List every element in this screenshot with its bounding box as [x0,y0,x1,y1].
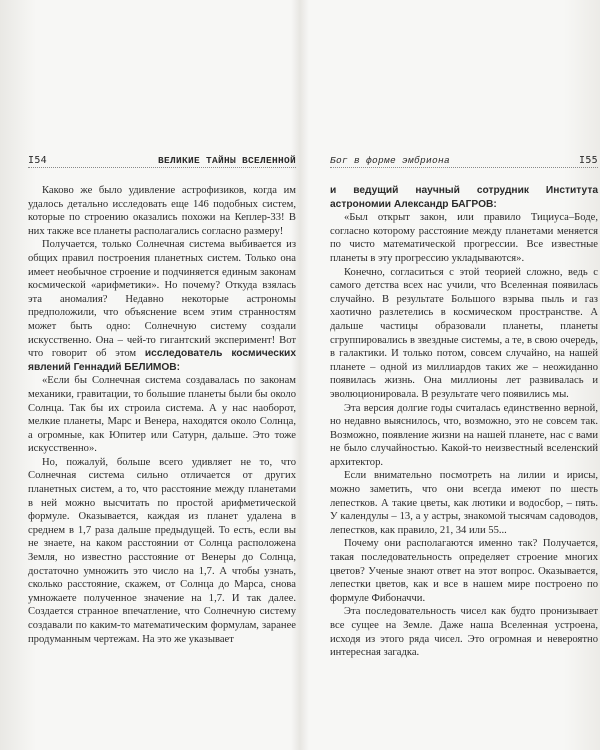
running-title: Бог в форме эмбриона [330,155,451,166]
quote: «Был открыт закон, или правило Тициуса–Боде, согласно которому расстояние между планетами меняется по чисто математической прогрессии. Все известные планеты в эту прогрессию укладываются». [330,212,598,264]
bold-intro: исследователь космических явлений Геннадий БЕЛИМОВ: [28,348,296,373]
right-page-body [330,184,598,660]
page-number: I55 [579,155,598,166]
paragraph: Если внимательно посмотреть на лилии и ирисы, можно заметить, что они всегда имеют по шесть лепестков. А такие цветы, как лютики и водосбор, – пять. У календулы – 13, а у астры, знакомой тысячам садоводов, лепестков, как правило, 21, 34 или 55... [330,470,598,536]
paragraph: Эта последовательность чисел как будто пронизывает все сущее на Земле. Даже наша Вселенная устроена, исходя из этого ряда чисел. Это огромная и невероятно интересная загадка. [330,606,598,659]
paragraph: Конечно, согласиться с этой теорией сложно, ведь с самого детства всех нас учили, что Вселенная появилась случайно. В результате Большого взрыва пыль и газ хаотично разлетелись в космическом пространстве. А дальше частицы образовали планеты, планеты сгруппировались в звездные системы, а те, в свою очередь, в галактики. И только потом, совсем случайно, на нашей планете – одной из миллиардов таких же – неожиданно появилась жизнь. Она миллионы лет развивалась и эволюционировала. В результате чего появились мы. [330,266,598,400]
right-page [330,155,598,660]
bold-intro: и ведущий научный сотрудник Института астрономии Александр БАГРОВ: [330,185,598,210]
paragraph-text: Получается, только Солнечная система выбивается из общих правил построения планетных систем. Только она имеет необычное строение и подчиняется единым законам космической «арифметики». Но почему? Откуда взялась эта аномалия? Недавно некоторые астрономы предположили, что объяснение всем этим странностям может быть одно: Солнечную систему создали искусственно. Она – чей-то гигантский эксперимент! Вот что говорит об этом [28,239,296,360]
quote: «Если бы Солнечная система создавалась по законам механики, гравитации, то большие планеты были бы около Солнца. Так бы их строила система. А у нас наоборот, мелкие планеты, Марс и Венера, находятся около Солнца, а огромные, как Юпитер или Сатурн, дальше. Это тоже искусственно». [28,375,296,455]
paragraph: Почему они располагаются именно так? Получается, такая последовательность определяет строение многих цветов? Ученые знают ответ на этот вопрос. Оказывается, лепестки цветов, как и все в нашем мире построено по формуле Фибоначчи. [330,538,598,604]
left-page-body [28,184,296,646]
paragraph: Каково же было удивление астрофизиков, когда им удалось детально исследовать еще 146 подобных систем, которые по строению оказались похожи на Кеплер-33! В них также все планеты располагались согласно размеру! [28,185,296,237]
left-page-header [28,155,296,168]
paragraph: Но, пожалуй, больше всего удивляет не то, что Солнечная система сильно отличается от других планетных систем, а то, что расстояние между планетами в ней можно высчитать по простой арифметической формуле. Оказывается, каждая из планет удалена в среднем в 1,7 раза дальше предыдущей. То есть, если вы не знаете, на каком расстоянии от Солнца расположена Земля, но известно расстояние от Венеры до Солнца, достаточно умножить это число на 1,7. А чтобы узнать, сколько расстояние, скажем, от Солнца до Марса, снова умножаете полученное значение на 1,7. И так далее. Создается странное впечатление, что Солнечную систему создавали по каким-то математическим формулам, заранее продуманным чертежам. На это же указывает [28,456,296,645]
paragraph: Эта версия долгие годы считалась единственно верной, но недавно выяснилось, что, возможно, это не совсем так. Возможно, появление жизни на нашей планете, нас с вами не было случайностью. Какой-то неизвестный вселенский архитектор. [330,402,598,468]
page-number: I54 [28,155,47,166]
paragraph [28,238,296,374]
running-title: ВЕЛИКИЕ ТАЙНЫ ВСЕЛЕННОЙ [157,155,296,166]
left-page [28,155,296,646]
right-page-header [330,155,598,168]
